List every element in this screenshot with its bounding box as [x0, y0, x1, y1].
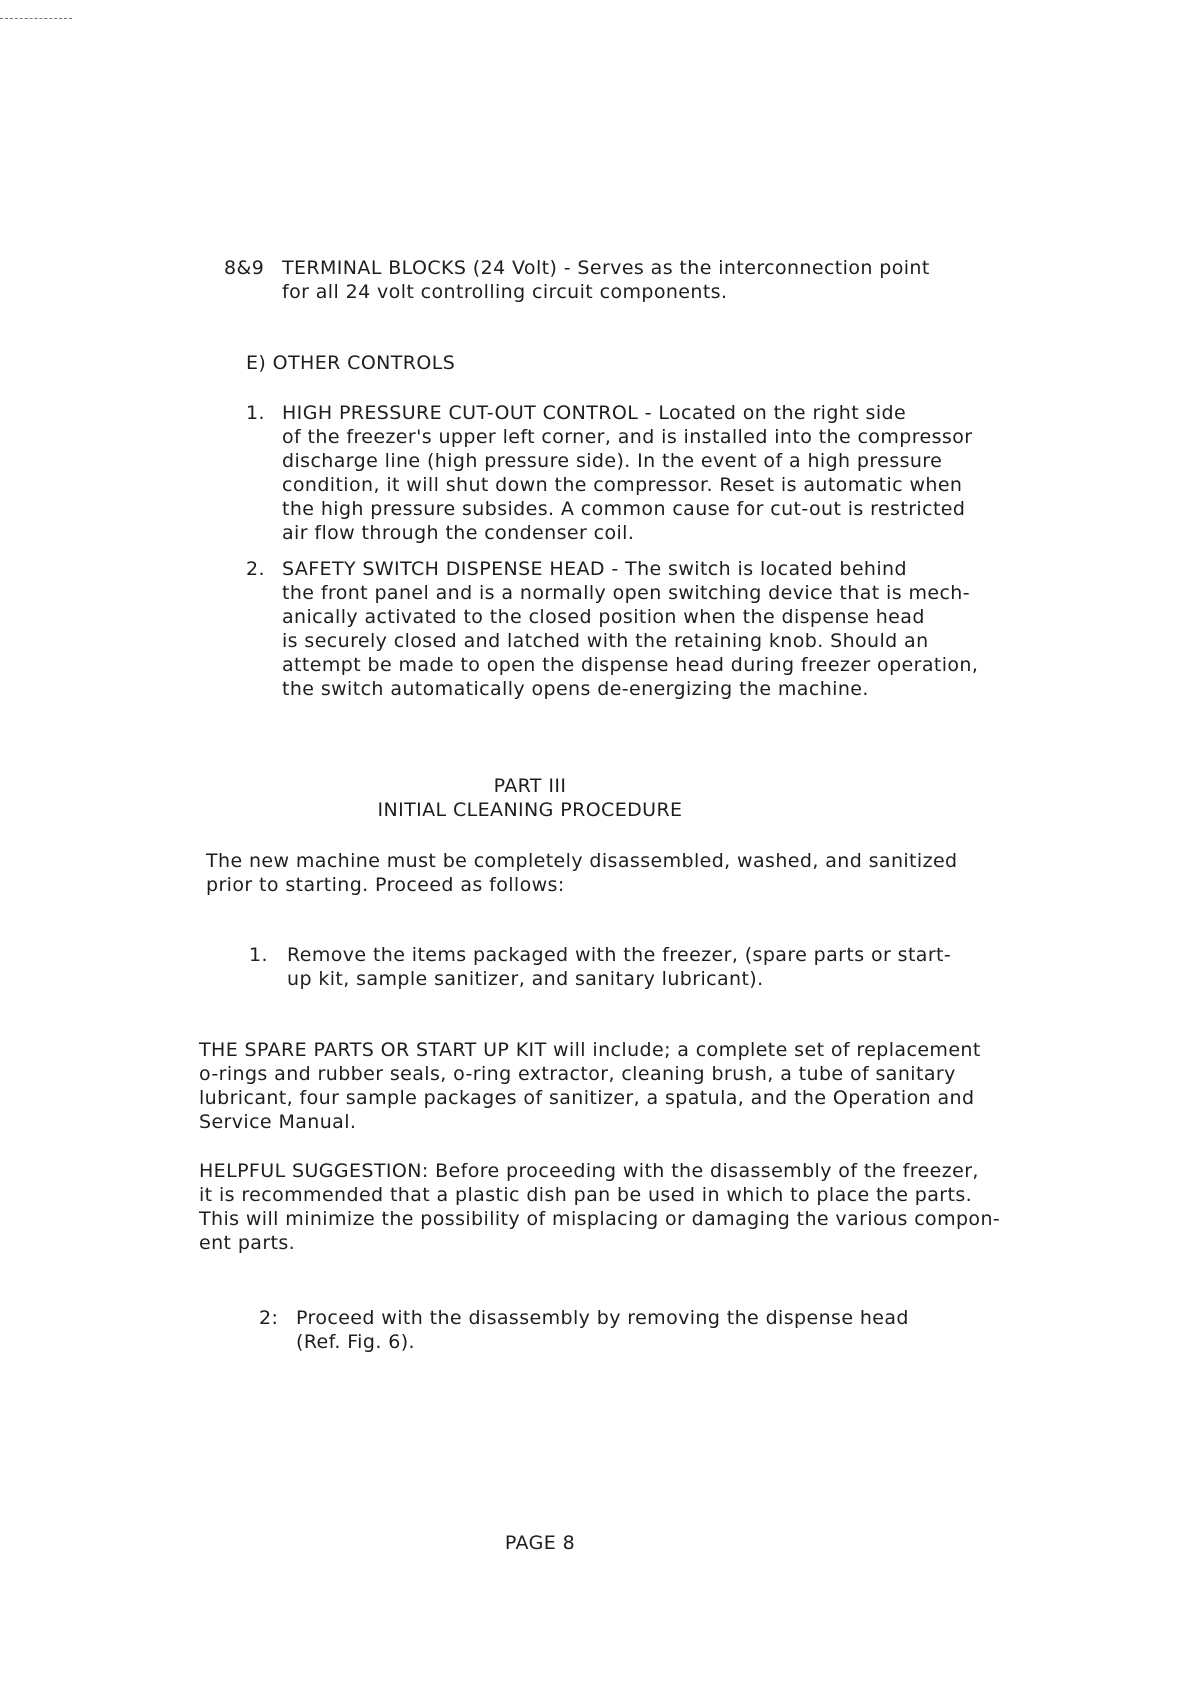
text-line: the high pressure subsides. A common cause for cut-out is restricted — [282, 498, 966, 520]
scan-artifact-dash — [0, 18, 72, 19]
text-line: THE SPARE PARTS OR START UP KIT will include; a complete set of replacement — [199, 1039, 981, 1061]
text-line: air flow through the condenser coil. — [282, 522, 635, 544]
text-line: SAFETY SWITCH DISPENSE HEAD - The switch is located behind — [282, 558, 907, 580]
text-line: condition, it will shut down the compressor. Reset is automatic when — [282, 474, 963, 496]
page-number: PAGE 8 — [504, 1532, 576, 1554]
helpful-suggestion-paragraph — [199, 1159, 1000, 1255]
step-2-paragraph — [296, 1306, 909, 1354]
text-line: discharge line (high pressure side). In the event of a high pressure — [282, 450, 943, 472]
high-pressure-cutout-paragraph — [282, 401, 972, 545]
text-line: Service Manual. — [199, 1111, 357, 1133]
section-heading-other-controls: E) OTHER CONTROLS — [246, 352, 456, 374]
text-line: ent parts. — [199, 1232, 296, 1254]
terminal-blocks-number: 8&9 — [224, 257, 265, 279]
text-line: (Ref. Fig. 6). — [296, 1331, 415, 1353]
text-line: of the freezer's upper left corner, and is installed into the compressor — [282, 426, 973, 448]
list-item-number: 1. — [246, 402, 265, 424]
text-line: This will minimize the possibility of misplacing or damaging the various compon- — [199, 1208, 1001, 1230]
text-line: Proceed with the disassembly by removing the dispense head — [296, 1307, 909, 1329]
safety-switch-paragraph — [282, 557, 978, 701]
step-number: 2: — [259, 1307, 279, 1329]
text-line: for all 24 volt controlling circuit components. — [282, 281, 728, 303]
text-line: attempt be made to open the dispense head during freezer operation, — [282, 654, 979, 676]
text-line: up kit, sample sanitizer, and sanitary lubricant). — [287, 968, 764, 990]
text-line: HELPFUL SUGGESTION: Before proceeding with the disassembly of the freezer, — [199, 1160, 979, 1182]
step-number: 1. — [249, 944, 268, 966]
list-item-number: 2. — [246, 558, 265, 580]
part-title-heading: INITIAL CLEANING PROCEDURE — [377, 799, 683, 821]
text-line: the switch automatically opens de-energizing the machine. — [282, 678, 869, 700]
text-line: prior to starting. Proceed as follows: — [206, 874, 565, 896]
text-line: The new machine must be completely disassembled, washed, and sanitized — [206, 850, 958, 872]
text-line: it is recommended that a plastic dish pan be used in which to place the parts. — [199, 1184, 973, 1206]
text-line: HIGH PRESSURE CUT-OUT CONTROL - Located on the right side — [282, 402, 907, 424]
intro-paragraph — [206, 849, 958, 897]
text-line: lubricant, four sample packages of sanitizer, a spatula, and the Operation and — [199, 1087, 975, 1109]
text-line: the front panel and is a normally open switching device that is mech- — [282, 582, 970, 604]
step-1-paragraph — [287, 943, 951, 991]
part-number-heading: PART III — [493, 775, 567, 797]
text-line: TERMINAL BLOCKS (24 Volt) - Serves as the interconnection point — [282, 257, 930, 279]
spare-parts-paragraph — [199, 1038, 981, 1134]
text-line: o-rings and rubber seals, o-ring extractor, cleaning brush, a tube of sanitary — [199, 1063, 956, 1085]
terminal-blocks-text — [282, 256, 930, 304]
text-line: anically activated to the closed position when the dispense head — [282, 606, 925, 628]
text-line: Remove the items packaged with the freezer, (spare parts or start- — [287, 944, 952, 966]
text-line: is securely closed and latched with the retaining knob. Should an — [282, 630, 929, 652]
